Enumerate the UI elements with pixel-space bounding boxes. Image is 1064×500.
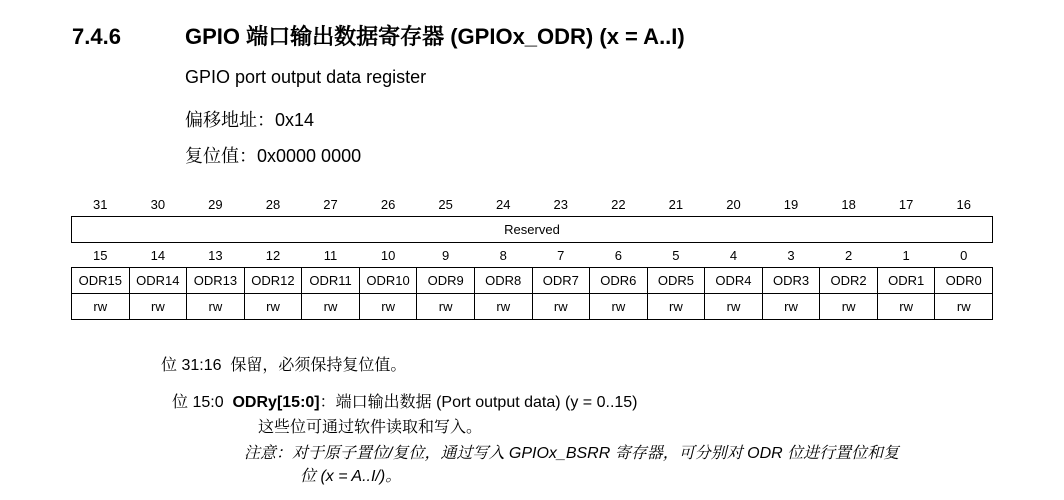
- field-name-cell: ODR3: [762, 268, 820, 294]
- odr-field-name: ODRy[15:0]: [232, 394, 320, 411]
- bit-number-cell: 22: [611, 196, 626, 212]
- field-name-cell: ODR13: [187, 268, 245, 294]
- access-cell: rw: [647, 294, 705, 320]
- field-name-cell: ODR8: [474, 268, 532, 294]
- field-name-cell: ODR1: [877, 268, 935, 294]
- bits-15-0-label: 位 15:0: [172, 394, 224, 411]
- bit-number-cell: 21: [668, 196, 684, 212]
- bit-number-cell: 7: [557, 247, 565, 263]
- bits-15-0-line2: 这些位可通过软件读取和写入。: [258, 419, 483, 436]
- access-cell: rw: [935, 294, 993, 320]
- field-name-cell: ODR4: [705, 268, 763, 294]
- access-cell: rw: [302, 294, 360, 320]
- bit-number-cell: 12: [265, 247, 281, 263]
- note-line-1: [244, 440, 899, 463]
- bit-number-cell: 20: [726, 196, 741, 212]
- bit-number-cell: 2: [844, 247, 853, 263]
- field-name-cell: ODR7: [532, 268, 590, 294]
- field-name-cell: ODR14: [129, 268, 187, 294]
- field-name-cell: ODR6: [590, 268, 648, 294]
- bit-number-cell: 30: [150, 196, 166, 212]
- field-name-cell: ODR9: [417, 268, 475, 294]
- field-names-row: [72, 268, 993, 294]
- bit-number-cell: 15: [93, 247, 108, 263]
- bit-number-cell: 31: [93, 196, 108, 212]
- bit-number-cell: 4: [729, 247, 738, 263]
- offset-line: [185, 106, 314, 132]
- reserved-row: [72, 217, 993, 243]
- bit-number-cell: 13: [208, 247, 223, 263]
- bit-number-cell: 28: [265, 196, 281, 212]
- field-name-cell: ODR5: [647, 268, 705, 294]
- section-heading: [72, 20, 685, 51]
- reset-value: 0x0000 0000: [257, 146, 362, 166]
- access-cell: rw: [590, 294, 648, 320]
- offset-value: 0x14: [275, 110, 315, 130]
- field-name-cell: ODR0: [935, 268, 993, 294]
- bit-number-cell: 3: [787, 247, 795, 263]
- field-name-cell: ODR12: [244, 268, 302, 294]
- bit-number-cell: 6: [614, 247, 622, 263]
- bit-number-cell: 9: [442, 247, 450, 263]
- bit-number-cell: 25: [438, 196, 453, 212]
- bit-number-cell: 5: [672, 247, 680, 263]
- bit-number-cell: 8: [499, 247, 507, 263]
- note-text-1: 对于原子置位/复位，通过写入 GPIOx_BSRR 寄存器，可分别对 ODR 位进行置位和复: [292, 445, 900, 462]
- bit-number-cell: 27: [323, 196, 338, 212]
- note-line-2: 位 (x = A..I/)。: [300, 468, 402, 485]
- access-cell: rw: [72, 294, 130, 320]
- bit-number-cell: 14: [150, 247, 166, 263]
- access-cell: rw: [359, 294, 417, 320]
- reset-line: [185, 142, 361, 168]
- low-bit-numbers-row: [72, 243, 993, 268]
- bits-31-16-label: 位 31:16: [161, 357, 222, 374]
- bit-number-cell: 16: [956, 196, 971, 212]
- field-name-cell: ODR11: [302, 268, 360, 294]
- bit-number-cell: 23: [553, 196, 569, 212]
- register-subtitle: GPIO port output data register: [185, 67, 427, 87]
- bits-15-0-description: [172, 389, 638, 412]
- bit-number-cell: 18: [841, 196, 856, 212]
- high-bit-numbers-row: [72, 192, 993, 217]
- bits-15-0-text: ：端口输出数据 (Port output data) (y = 0..15): [319, 394, 638, 411]
- bit-number-cell: 1: [902, 247, 910, 263]
- bits-31-16-text: 保留，必须保持复位值。: [230, 357, 407, 374]
- access-cell: rw: [187, 294, 245, 320]
- section-title: GPIO 端口输出数据寄存器 (GPIOx_ODR) (x = A..I): [185, 24, 685, 49]
- register-bit-table: [71, 192, 993, 320]
- bit-number-cell: 26: [380, 196, 396, 212]
- note-prefix: 注意：: [244, 445, 293, 462]
- bit-number-cell: 11: [323, 247, 338, 263]
- bit-number-cell: 17: [898, 196, 914, 212]
- access-cell: rw: [417, 294, 475, 320]
- reserved-cell: Reserved: [72, 217, 993, 243]
- access-row: [72, 294, 993, 320]
- field-name-cell: ODR10: [359, 268, 417, 294]
- offset-label: 偏移地址：: [185, 110, 275, 130]
- access-cell: rw: [877, 294, 935, 320]
- access-cell: rw: [129, 294, 187, 320]
- bit-number-cell: 19: [783, 196, 799, 212]
- bit-number-cell: 0: [960, 247, 968, 263]
- access-cell: rw: [532, 294, 590, 320]
- access-cell: rw: [762, 294, 820, 320]
- access-cell: rw: [820, 294, 878, 320]
- bit-number-cell: 24: [495, 196, 511, 212]
- access-cell: rw: [705, 294, 763, 320]
- reset-label: 复位值：: [185, 146, 257, 166]
- field-name-cell: ODR15: [72, 268, 130, 294]
- access-cell: rw: [244, 294, 302, 320]
- section-number: 7.4.6: [72, 24, 121, 49]
- field-name-cell: ODR2: [820, 268, 878, 294]
- bits-31-16-description: [161, 352, 406, 375]
- bit-number-cell: 10: [380, 247, 396, 263]
- access-cell: rw: [474, 294, 532, 320]
- bit-number-cell: 29: [208, 196, 223, 212]
